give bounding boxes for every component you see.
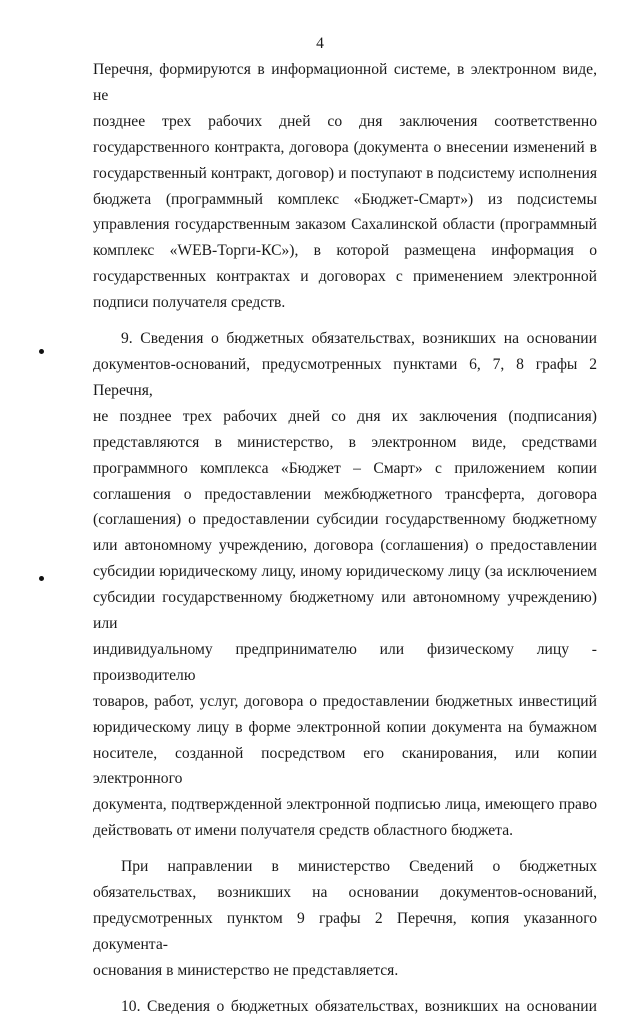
text-line: действовать от имени получателя средств областного бюджета. — [93, 822, 514, 840]
text-line: бюджета (программный комплекс «Бюджет-Смарт») из подсистемы — [93, 190, 597, 208]
text-line: субсидии юридическому лицу, иному юридическому лицу (за исключением — [93, 563, 597, 581]
text-line: подписи получателя средств. — [93, 294, 286, 312]
text-line: государственных контрактах и договорах с применением электронной — [93, 268, 597, 286]
text-line: основания в министерство не представляется. — [93, 961, 399, 979]
text-line: не позднее трех рабочих дней со дня их заключения (подписания) — [93, 407, 597, 425]
margin-mark-dot — [39, 349, 44, 354]
text-line: государственный контракт, договор) и поступают в подсистему исполнения — [93, 164, 597, 182]
text-line: 10. Сведения о бюджетных обязательствах, возникших на основании — [121, 997, 597, 1015]
text-line: позднее трех рабочих дней со дня заключения соответственно — [93, 112, 597, 130]
text-line: 9. Сведения о бюджетных обязательствах, возникших на основании — [121, 330, 597, 348]
text-line: представляются в министерство, в электронном виде, средствами — [93, 433, 597, 451]
text-line: товаров, работ, услуг, договора о предоставлении бюджетных инвестиций — [93, 692, 597, 710]
page-number: 4 — [316, 35, 324, 52]
text-line: обязательствах, возникших на основании документов-оснований, — [93, 884, 597, 902]
paragraph-item-9 — [93, 326, 597, 844]
text-line: носителе, созданной посредством его сканирования, или копии электронного — [93, 744, 597, 788]
text-line: субсидии государственному бюджетному или автономному учреждению) или — [93, 589, 597, 633]
text-line: документа, подтвержденной электронной подписью лица, имеющего право — [93, 796, 597, 814]
text-line: Перечня, формируются в информационной системе, в электронном виде, не — [93, 61, 597, 104]
text-line: (соглашения) о предоставлении субсидии государственному бюджетному — [93, 511, 597, 529]
text-line: или автономному учреждению, договора (соглашения) о предоставлении — [93, 537, 597, 555]
paragraph-item-10 — [93, 994, 597, 1020]
paragraph-continuation — [93, 57, 597, 316]
text-line: юридическому лицу в форме электронной копии документа на бумажном — [93, 718, 597, 736]
text-line: документов-оснований, предусмотренных пунктами 6, 7, 8 графы 2 Перечня, — [93, 355, 597, 399]
text-line: управления государственным заказом Сахалинской области (программный — [93, 216, 597, 234]
document-body — [93, 57, 597, 1020]
paragraph-note — [93, 854, 597, 984]
margin-mark-dot — [39, 576, 44, 581]
text-line: предусмотренных пунктом 9 графы 2 Перечня, копия указанного документа- — [93, 910, 597, 953]
text-line: соглашения о предоставлении межбюджетного трансферта, договора — [93, 485, 597, 503]
text-line: При направлении в министерство Сведений о бюджетных — [121, 858, 597, 876]
text-line: индивидуальному предпринимателю или физическому лицу - производителю — [93, 640, 597, 684]
text-line: программного комплекса «Бюджет – Смарт» с приложением копии — [93, 459, 597, 477]
text-line: государственного контракта, договора (документа о внесении изменений в — [93, 138, 597, 156]
text-line: комплекс «WEB-Торги-КС»), в которой размещена информация о — [93, 242, 597, 260]
